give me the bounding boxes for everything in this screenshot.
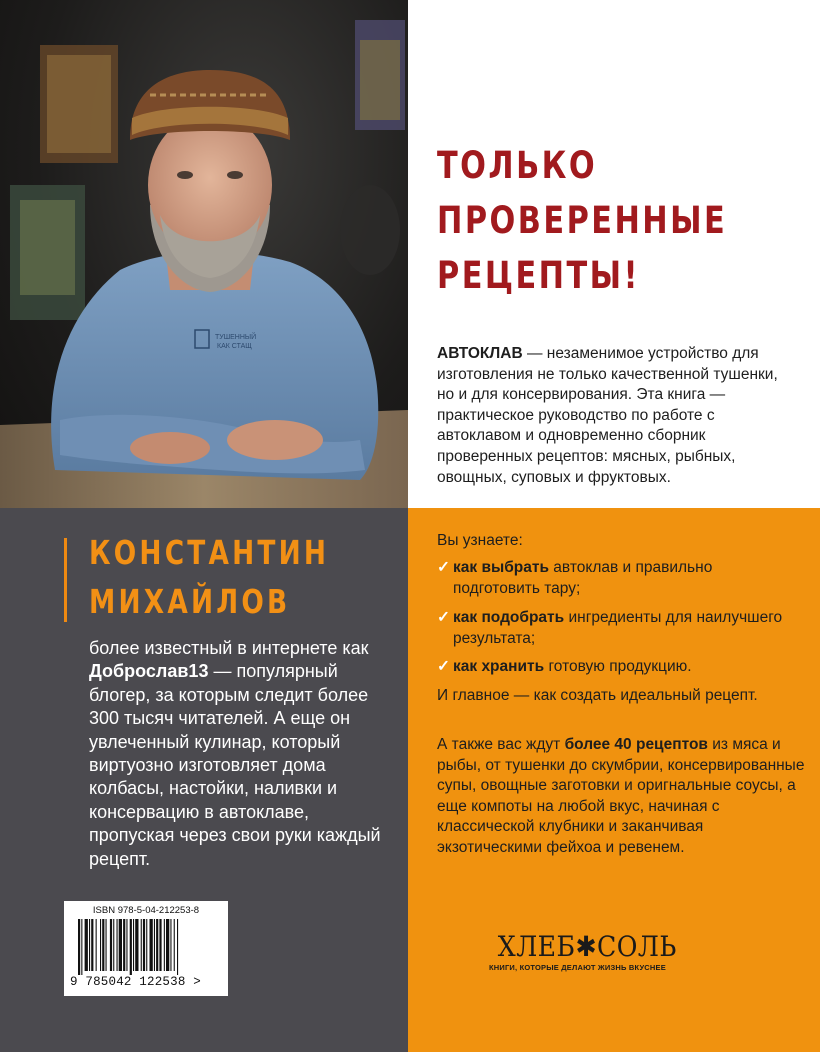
headline-line-2: ПРОВЕРЕННЫЕ bbox=[437, 199, 728, 242]
barcode-bar bbox=[96, 919, 97, 971]
barcode-digits: 9 785042 122538 > bbox=[70, 975, 201, 989]
shirt-print-line2: КАК СТАЩ bbox=[217, 343, 252, 350]
check-icon: ✓ bbox=[437, 559, 450, 576]
barcode-bar bbox=[170, 919, 171, 971]
intro-paragraph bbox=[437, 344, 797, 488]
barcode-bar bbox=[146, 919, 147, 971]
learn-item-3-bold: как хранить bbox=[453, 658, 545, 675]
author-photo-illustration bbox=[0, 0, 408, 508]
barcode-bar bbox=[81, 919, 82, 975]
barcode-bars bbox=[78, 919, 214, 975]
learn-item-2-text: ингредиенты для наилучшего результата; bbox=[453, 609, 783, 647]
recipes-after: из мяса и рыбы, от тушенки до скумбрии, консервированные супы, овощные заготовки и оригнальные соусы, а еще компоты на любой вкус, начиная с классической клубники и заканчивая экзотическими фейхоа и ревенем. bbox=[437, 736, 805, 856]
learn-item-3-text: готовую продукцию. bbox=[544, 658, 692, 675]
headline-line-3: РЕЦЕПТЫ! bbox=[437, 254, 640, 297]
check-icon: ✓ bbox=[437, 658, 450, 675]
bio-before: более известный в интернете как bbox=[89, 638, 369, 658]
learn-item-2-bold: как подобрать bbox=[453, 609, 565, 626]
barcode-bar bbox=[166, 919, 169, 971]
intro-text: — незаменимое устройство для изготовления не только качественной тушенки, но и для консервирования. Эта книга — практическое руководство по работе с автоклавом и одновременно сборник проверенных рецептов: мясных, рыбных, овощных, суповых и фруктовых. bbox=[437, 345, 778, 486]
learn-item-1-bold: как выбрать bbox=[453, 559, 549, 576]
barcode-bar bbox=[102, 919, 104, 971]
author-bio bbox=[89, 637, 389, 871]
barcode-bar bbox=[91, 919, 93, 971]
barcode-bar bbox=[117, 919, 118, 971]
barcode-bar bbox=[78, 919, 80, 975]
author-accent-bar bbox=[64, 538, 67, 622]
bio-after: — популярный блогер, за которым следит более 300 тысяч читателей. А еще он увлеченный кулинар, который виртуозно изготовляет дома колбасы, настойки, наливки и консервацию в автоклаве, пропуская через свои руки каждый рецепт. bbox=[89, 661, 381, 869]
author-name bbox=[89, 528, 345, 626]
barcode-bar bbox=[174, 919, 175, 971]
isbn-label: ISBN 978-5-04-212253-8 bbox=[92, 905, 200, 916]
author-photo bbox=[0, 0, 408, 508]
headline bbox=[437, 138, 732, 303]
barcode-bar bbox=[135, 919, 138, 971]
bio-nick: Доброслав13 bbox=[89, 661, 209, 682]
barcode-bar bbox=[177, 919, 178, 975]
barcode-bar bbox=[110, 919, 112, 971]
recipes-before: А также вас ждут bbox=[437, 736, 565, 753]
barcode-bar bbox=[150, 919, 153, 971]
isbn-barcode bbox=[64, 901, 228, 996]
learn-title: Вы узнаете: bbox=[437, 532, 523, 549]
intro-bold: АВТОКЛАВ bbox=[437, 345, 523, 362]
shirt-print-line1: ТУШЕННЫЙ bbox=[215, 334, 257, 341]
author-last-name: МИХАЙЛОВ bbox=[89, 582, 291, 621]
barcode-bar bbox=[143, 919, 145, 971]
barcode-bar bbox=[113, 919, 114, 971]
barcode-bar bbox=[89, 919, 90, 971]
barcode-bar bbox=[100, 919, 101, 971]
publisher-logo bbox=[489, 930, 677, 972]
barcode-bar bbox=[154, 919, 155, 971]
recipes-paragraph bbox=[437, 735, 807, 859]
publisher-logo-text: ХЛЕБ✱СОЛЬ bbox=[497, 930, 677, 963]
barcode-bar bbox=[141, 919, 142, 971]
barcode-bar bbox=[159, 919, 161, 971]
barcode-bar bbox=[130, 919, 132, 975]
publisher-tagline: КНИГИ, КОТОРЫЕ ДЕЛАЮТ ЖИЗНЬ ВКУСНЕЕ bbox=[489, 963, 666, 972]
barcode-bar bbox=[119, 919, 122, 971]
author-first-name: КОНСТАНТИН bbox=[89, 533, 330, 572]
barcode-bar bbox=[106, 919, 107, 971]
barcode-bar bbox=[126, 919, 127, 971]
barcode-bar bbox=[156, 919, 158, 971]
barcode-bar bbox=[133, 919, 134, 971]
barcode-bar bbox=[85, 919, 88, 971]
learn-item-1-text: автоклав и правильно подготовить тару; bbox=[453, 559, 713, 597]
barcode-bar bbox=[164, 919, 165, 971]
check-icon: ✓ bbox=[437, 609, 450, 626]
main-point: И главное — как создать идеальный рецепт. bbox=[437, 687, 758, 704]
headline-line-1: ТОЛЬКО bbox=[437, 144, 598, 187]
recipes-bold: более 40 рецептов bbox=[564, 736, 708, 753]
barcode-bar bbox=[123, 919, 125, 971]
